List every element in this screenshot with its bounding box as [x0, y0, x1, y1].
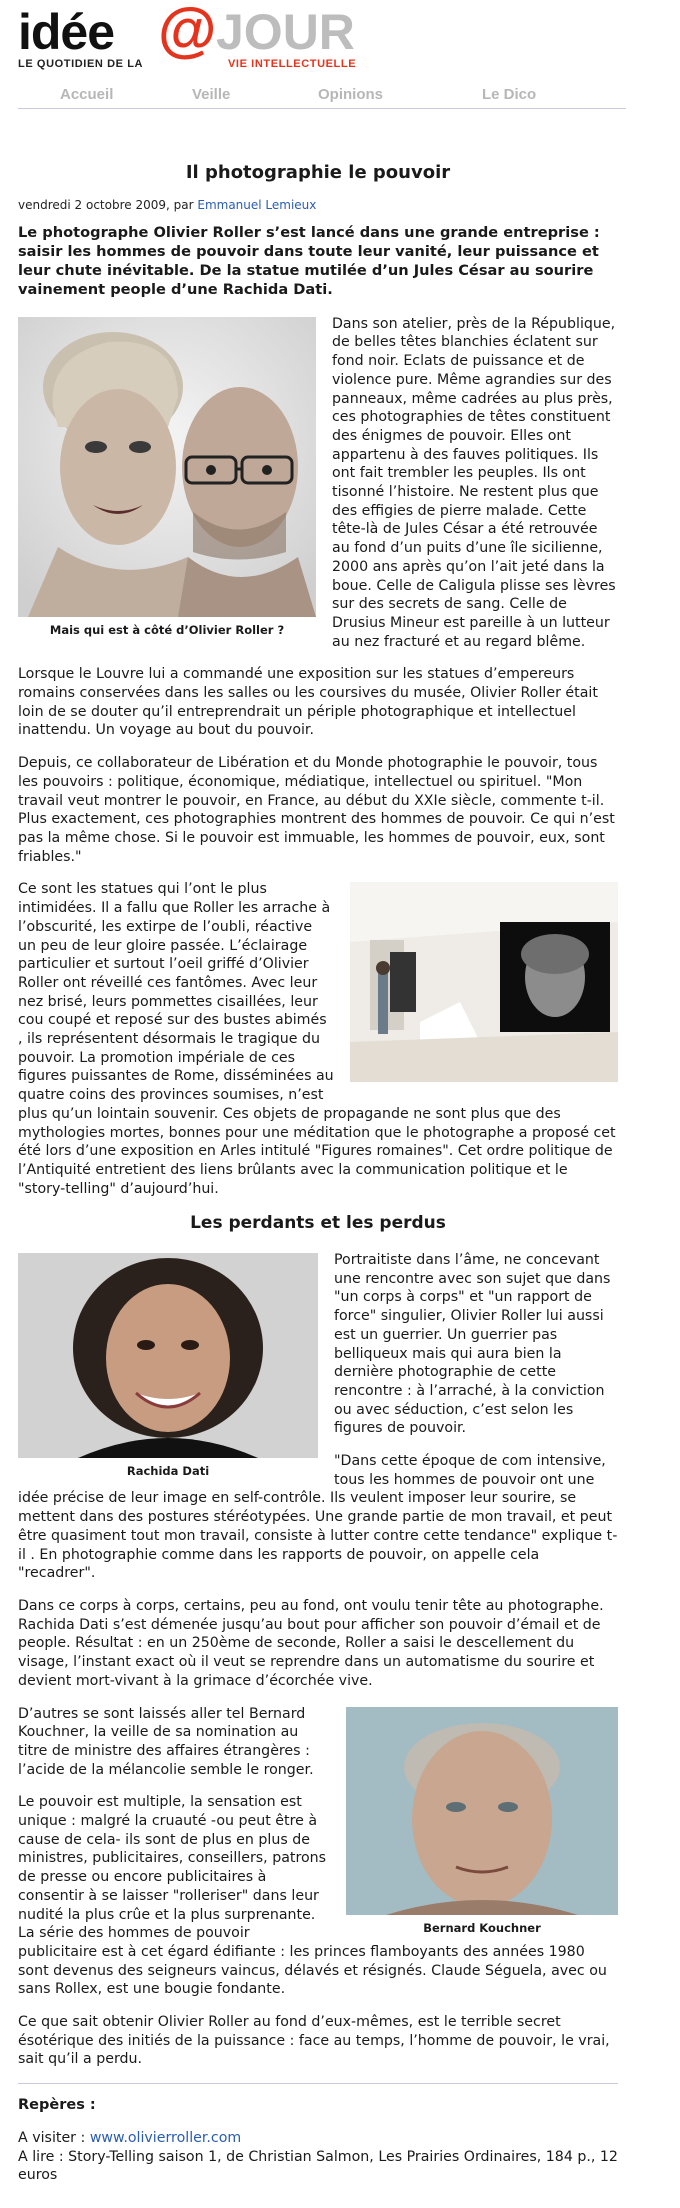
paragraph: Lorsque le Louvre lui a commandé une exposition sur les statues d’empereurs romains conservées dans les salles ou les coursives du musée, Olivier Roller était loin de se douter qu’il entreprendrait un périple photographique et intellectuel inattendu. Un voyage au bout du pouvoir. — [18, 666, 598, 739]
visit-label: A visiter : — [18, 2129, 86, 2146]
figure-caption: Bernard Kouchner — [423, 1920, 541, 1935]
paragraph: D’autres se sont laissés aller tel Bernard Kouchner, la veille de sa nomination au titre de ministre des affaires étrangères : l’acide de la mélancolie semble le ronger. — [18, 1705, 314, 1778]
paragraph: Dans ce corps à corps, certains, peu au fond, ont voulu tenir tête au photographe. Rachida Dati s’est démenée jusqu’au bout pour afficher son pouvoir d’émail et de people. Résultat : en un 250ème de seconde, Roller a saisi le descellement du visage, l’instant exact où il veut se reprendre dans un automatisme du sourire et devient mort-vivant à la grimace d’écorchée vive. — [18, 1598, 604, 1689]
nav-opinions[interactable]: Opinions — [318, 86, 383, 103]
figure-roller-portrait — [18, 317, 316, 637]
references-visit — [18, 2129, 618, 2148]
references-section — [18, 2083, 618, 2185]
figure-caption: Rachida Dati — [126, 1464, 210, 1479]
olivierroller-link[interactable]: www.olivierroller.com — [89, 2129, 242, 2146]
main-nav — [18, 84, 626, 109]
figure-bernard-kouchner — [346, 1707, 618, 1935]
paragraph: Depuis, ce collaborateur de Libération et du Monde photographie le pouvoir, tous les pouvoirs : politique, économique, médiatique, intellectuel ou spirituel. "Mon travail veut montrer le pouvoir, en France, au début du XXIe siècle, commente t-il. Plus exactement, ces photographies montrent des hommes de pouvoir. Ce qui n’est pas la même chose. Si le pouvoir est immuable, les hommes de pouvoir, eux, sont friables." — [18, 755, 615, 865]
nav-accueil[interactable]: Accueil — [60, 86, 114, 103]
logo-tagline-right: VIE INTELLECTUELLE — [228, 58, 357, 70]
photo-exhibition-room — [350, 882, 618, 1082]
nav-le-dico[interactable]: Le Dico — [482, 86, 537, 103]
paragraph: Ce sont les statues qui l’ont le plus intimidées. Il a fallu que Roller les arrache à l’obscurité, les extirpe de l’oubli, réactive un peu de leur gloire passée. L’éclairage particulier et surtout l’oeil griffé d’Olivier Roller ont réveillé ces fantômes. Avec leur nez brisé, leurs pommettes cisaillées, leur cou coupé et reposé sur des bustes abimés , ils représentent désormais le tragique du pouvoir. La promotion impériale de ces figures puissantes de Rome, disséminées au quatre coins des provinces soumises, n’est plus qu’un lointain souvenir. Ces objets de propagande ne sont plus que des mythologies mortes, bonnes pour une méditation que le photographe a proposé cet été lors d’une exposition en Arles intitulé "Figures romaines". Cet ordre politique de l’Antiquité entretient des liens brûlants avec la communication politique et le "story-telling" d’aujourd’hui. — [18, 881, 616, 1197]
logo-jour: JOUR — [216, 4, 355, 60]
photo-bernard-kouchner — [346, 1707, 618, 1915]
author-link[interactable]: Emmanuel Lemieux — [197, 198, 317, 212]
article-title: Il photographie le pouvoir — [185, 162, 451, 183]
figure-exhibition — [350, 882, 618, 1082]
logo-at-symbol: @ — [158, 0, 217, 63]
photo-roller-duo — [18, 317, 316, 617]
byline-date: vendredi 2 octobre 2009, par — [18, 198, 194, 212]
paragraph: "Dans cette époque de com intensive, tous les hommes de pouvoir ont une idée précise de leur image en self-contrôle. Ils veulent imposer leur sourire, se mettent dans des postures stéréotypées. Une grande partie de mon travail, et peut être quasiment tout mon travail, consiste à lutter contre cette tendance" explique t-il . En photographie comme dans les rapports de pouvoir, on appelle cela "recadrer". — [18, 1453, 618, 1582]
nav-veille[interactable]: Veille — [192, 86, 231, 103]
figure-rachida-dati — [18, 1253, 318, 1478]
paragraph: Dans son atelier, près de la République, de belles têtes blanchies éclatent sur fond noir. Eclats de puissance et de violence pure. Même agrandies sur des panneaux, même cadrées au plus près, ces photographies de têtes constituent des énigmes de pouvoir. Elles ont appartenu à des fauves politiques. Ils ont fait trembler les peuples. Ils ont tisonné l’histoire. Ne restent plus que des effigies de pierre malade. Cette tête-là de Jules César a été retrouvée au fond d’un puits d’une île sicilienne, 2000 ans après qu’on l’ait jeté dans la boue. Celle de Caligula plisse ses lèvres sur des secrets de sang. Celle de Drusius Mineur est pareille à un lutteur au nez fracturé et au regard blême. — [332, 315, 616, 650]
paragraph: Le pouvoir est multiple, la sensation est unique : malgré la cruauté -ou peut être à cause de cela- ils sont de plus en plus de ministres, publicitaires, conseillers, patrons de presse ou encore publicitaires à consentir à se laisser "rolleriser" dans leur nudité la plus crûe et la plus surprenante. La série des hommes de pouvoir publicitaire est à cet égard édifiante : les princes flamboyants des années 1980 sont devenus des seigneurs vaincus, délavés et résignés. Claude Séguela, avec ou sans Rollex, est une bougie fondante. — [18, 1794, 607, 1998]
references-read: A lire : Story-Telling saison 1, de Christian Salmon, Les Prairies Ordinaires, 184 p., 12 euros — [18, 2148, 618, 2184]
logo-tagline-left: LE QUOTIDIEN DE LA — [18, 58, 144, 70]
section-heading: Les perdants et les perdus — [190, 1213, 446, 1234]
paragraph: Portraitiste dans l’âme, ne concevant une rencontre avec son sujet que dans "un corps à corps" et "un rapport de force" singulier, Olivier Roller lui aussi est un guerrier. Un guerrier pas belliqueux mais qui aura bien la dernière photographie de cette rencontre : à l’arraché, à la conviction ou avec séduction, c’est selon les figures de pouvoir. — [334, 1252, 611, 1437]
site-logo[interactable] — [18, 0, 578, 84]
references-heading: Repères : — [18, 2097, 96, 2114]
article-lead: Le photographe Olivier Roller s’est lancé dans une grande entreprise : saisir les hommes de pouvoir dans toute leur vanité, leur puissance et leur chute inévitable. De la statue mutilée d’un Jules César au sourire vainement people d’une Rachida Dati. — [18, 223, 600, 298]
paragraph: Ce que sait obtenir Olivier Roller au fond d’eux-mêmes, est le terrible secret ésotérique des initiés de la puissance : face au temps, l’homme de pouvoir, le vrai, sait qu’il a perdu. — [18, 2014, 610, 2068]
photo-rachida-dati — [18, 1253, 318, 1458]
article-byline — [18, 196, 618, 215]
figure-caption: Mais qui est à côté d’Olivier Roller ? — [49, 622, 285, 637]
logo-idee: idée — [18, 4, 115, 60]
article — [18, 150, 618, 2185]
